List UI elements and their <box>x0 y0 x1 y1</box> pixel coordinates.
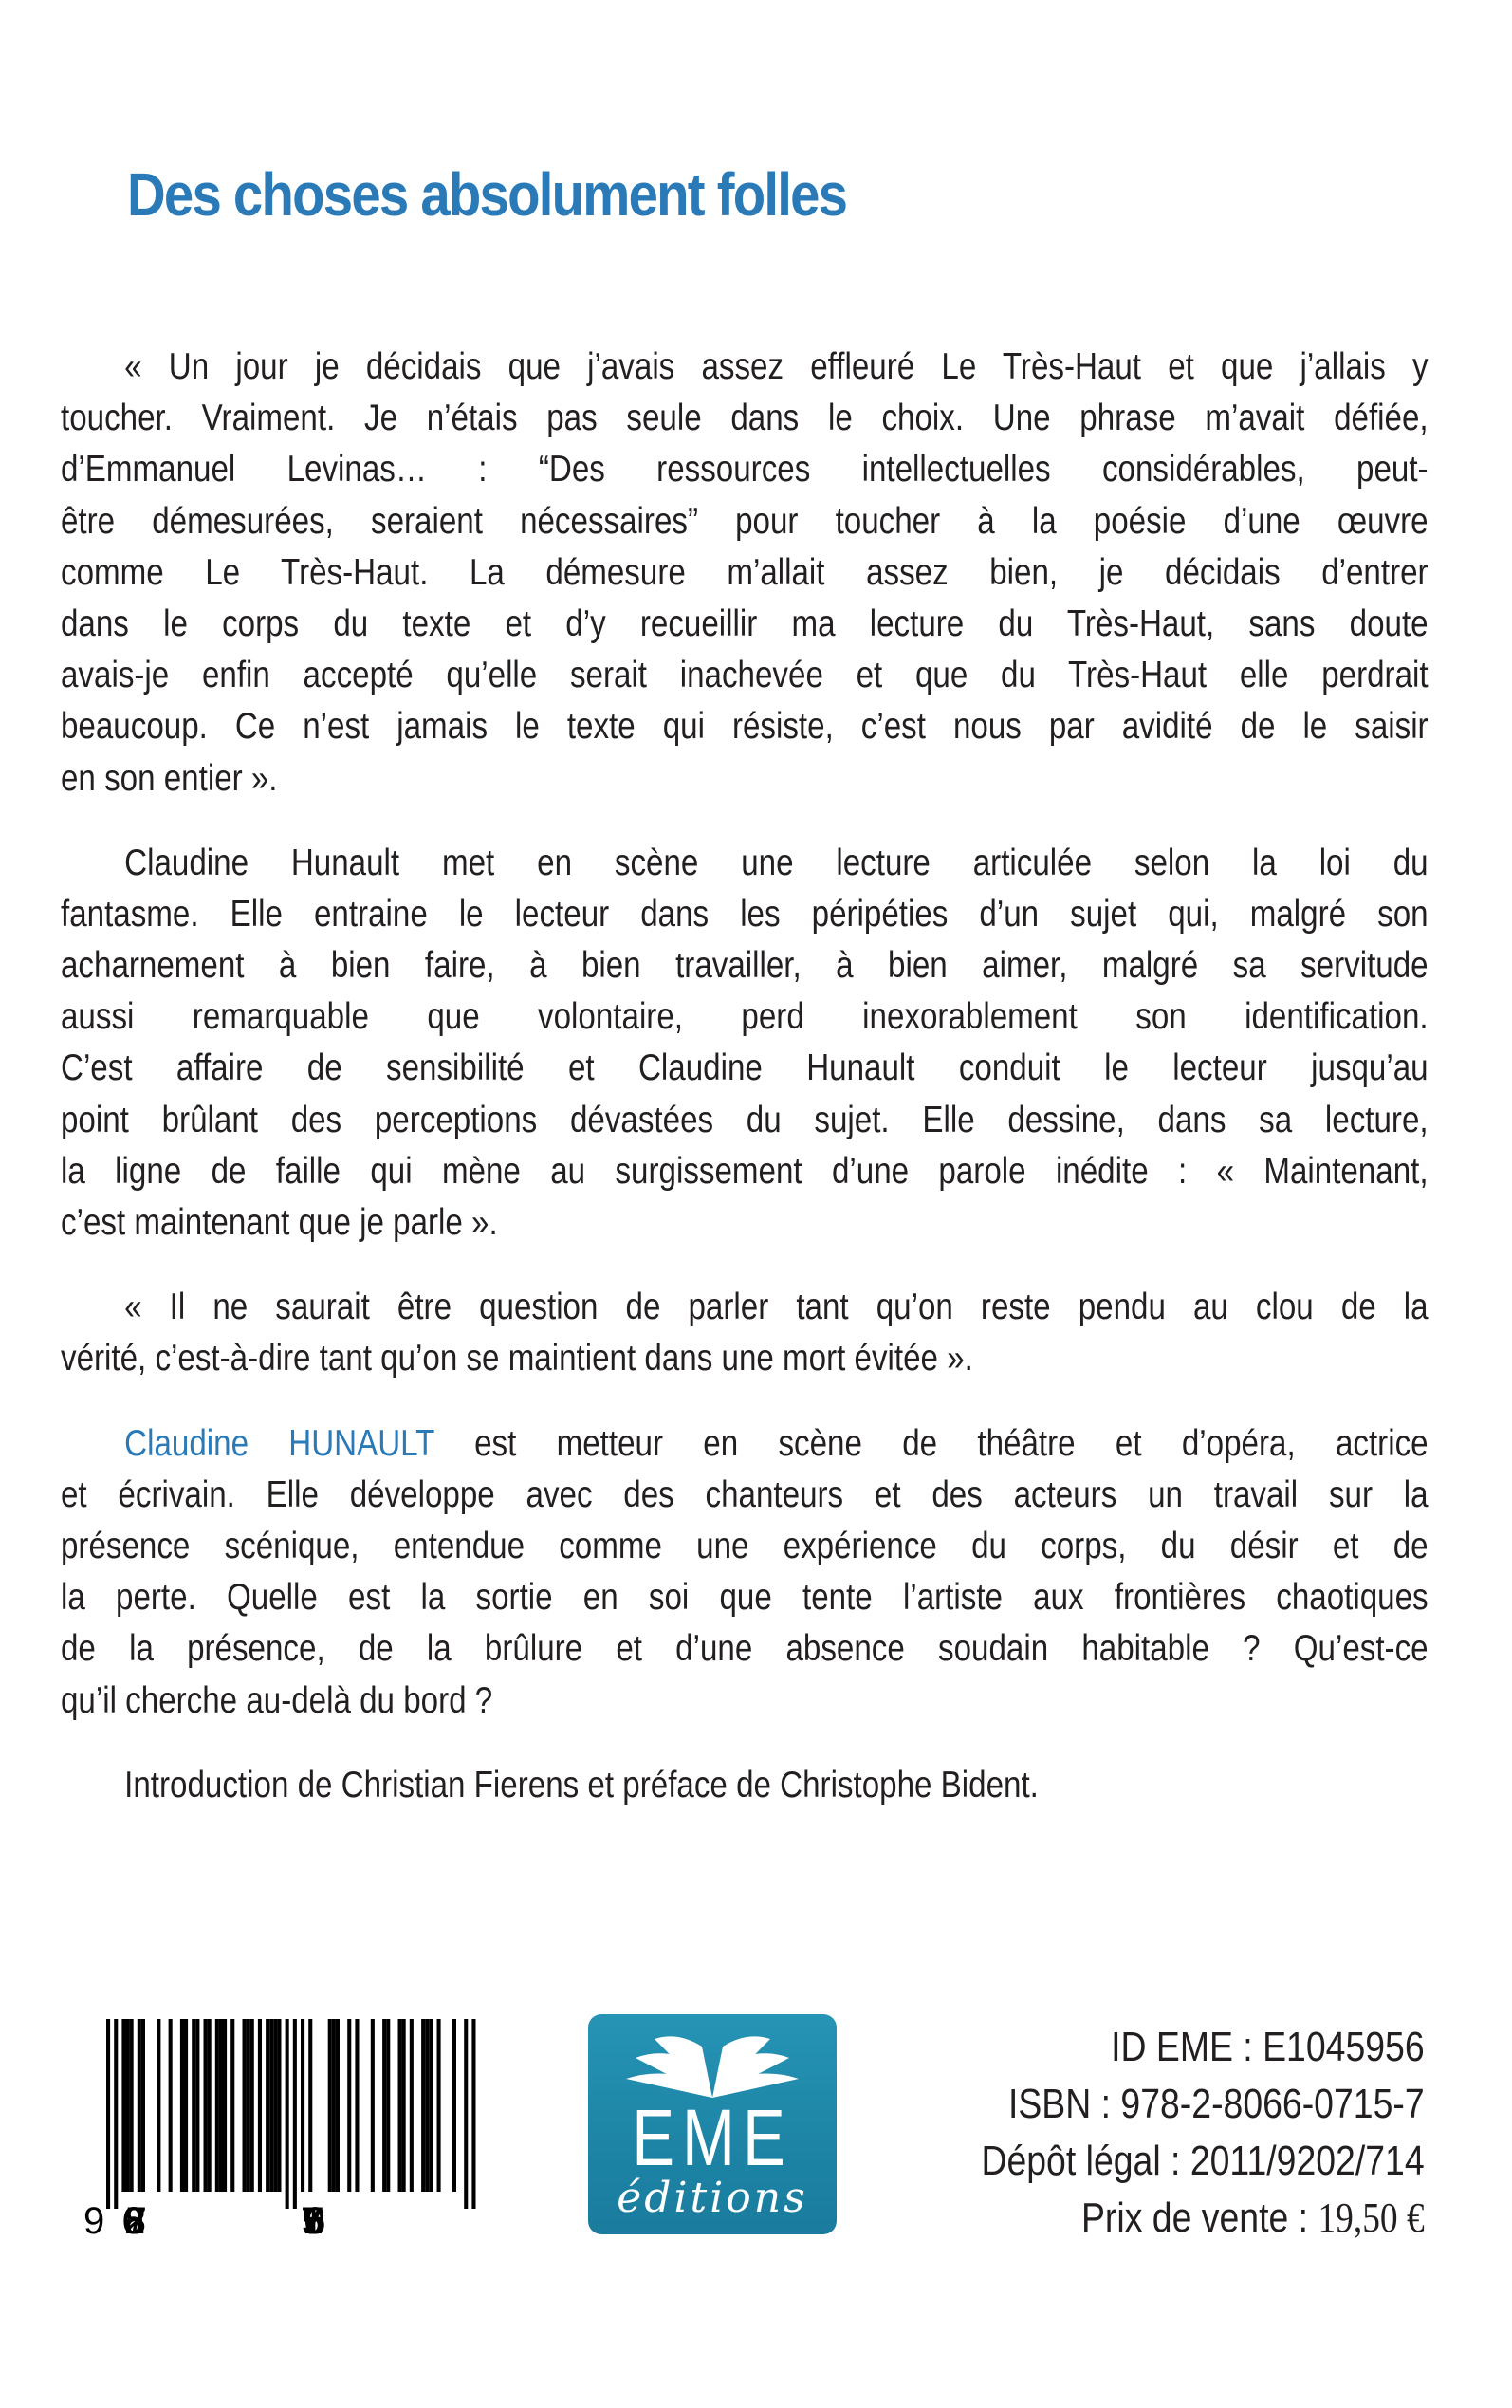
barcode-bar <box>126 2019 130 2192</box>
text-line: c’est maintenant que je parle ». <box>61 1202 498 1243</box>
text-line: Claudine Hunault met en scène une lecture articulée selon la loi du <box>124 842 1429 883</box>
barcode-bar <box>355 2019 359 2192</box>
text-line: la ligne de faille qui mène au surgissement d’une parole inédite : « Maintenant, <box>61 1150 1429 1192</box>
barcode-bar <box>425 2019 429 2192</box>
barcode-bar <box>219 2019 223 2192</box>
barcode-bar <box>266 2019 269 2192</box>
barcode-bar <box>293 2019 297 2209</box>
barcode-digits: 607157 <box>301 2200 326 2237</box>
barcode-bar <box>332 2019 336 2192</box>
text-line: en son entier ». <box>61 757 278 799</box>
barcode-bar <box>402 2019 406 2192</box>
text-line: C’est affaire de sensibilité et Claudine Hunault conduit le lecteur jusqu’au <box>61 1047 1429 1089</box>
barcode-bar <box>382 2019 386 2192</box>
paragraph-author-bio <box>61 1418 1429 1727</box>
book-metadata <box>982 2019 1425 2247</box>
barcode-bar <box>195 2019 199 2192</box>
barcode-bar <box>429 2019 433 2192</box>
text-line <box>61 1418 1429 1470</box>
barcode-bar <box>223 2019 227 2192</box>
paragraph-credits <box>61 1760 1429 1811</box>
barcode-bar <box>258 2019 262 2192</box>
barcode-bar <box>437 2019 441 2192</box>
barcode-bar <box>421 2019 425 2192</box>
barcode-bar <box>215 2019 219 2192</box>
paragraph-quote-2 <box>61 1282 1429 1384</box>
book-title: Des choses absolument folles <box>127 160 847 229</box>
barcode-bar <box>301 2019 304 2192</box>
barcode-digits: 9 <box>83 2200 105 2237</box>
text-line: aussi remarquable que volontaire, perd inexorablement son identification. <box>61 996 1429 1038</box>
author-name: Claudine HUNAULT <box>124 1422 434 1464</box>
text-line: présence scénique, entendue comme une expérience du corps, du désir et de <box>61 1525 1429 1566</box>
barcode-digits: 782806 <box>121 2200 147 2237</box>
text-line: dans le corps du texte et d’y recueillir ma lecture du Très-Haut, sans doute <box>61 602 1429 644</box>
text-line: de la présence, de la brûlure et d’une absence soudain habitable ? Qu’est-ce <box>61 1628 1429 1670</box>
id-eme: ID EME : E1045956 <box>1111 2024 1425 2070</box>
text-line: « Il ne saurait être question de parler tant qu’on reste pendu au clou de la <box>124 1287 1429 1328</box>
bio-lines <box>61 1470 1429 1727</box>
text-line: toucher. Vraiment. Je n’étais pas seule dans le choix. Une phrase m’avait défiée, <box>61 398 1429 439</box>
barcode-bar <box>308 2019 312 2192</box>
barcode-bar <box>157 2019 160 2192</box>
barcode-bar <box>138 2019 141 2192</box>
barcode-bar <box>273 2019 277 2192</box>
barcode-bar <box>204 2019 208 2192</box>
barcode-bar <box>371 2019 375 2192</box>
barcode-bar <box>386 2019 390 2192</box>
back-cover-blurb <box>61 342 1429 1844</box>
barcode-bar <box>121 2019 125 2192</box>
text-line: la perte. Quelle est la sortie en soi que tente l’artiste aux frontières chaotiques <box>61 1577 1429 1619</box>
text-line: et écrivain. Elle développe avec des chanteurs et des acteurs un travail sur la <box>61 1473 1429 1515</box>
barcode-bar <box>286 2019 289 2209</box>
eme-editions-logo <box>588 2014 837 2234</box>
barcode-bar <box>277 2019 281 2192</box>
barcode-bar <box>106 2019 110 2209</box>
price-label: Prix de vente : <box>1081 2195 1318 2241</box>
barcode-bar <box>328 2019 332 2192</box>
logo-eme-text: EME <box>632 2093 793 2182</box>
barcode-bar <box>141 2019 145 2192</box>
barcode-bar <box>208 2019 212 2192</box>
barcode-bar <box>336 2019 340 2192</box>
text-line: être démesurées, seraient nécessaires” pour toucher à la poésie d’une œuvre <box>61 500 1429 542</box>
credits-line: Introduction de Christian Fierens et préface de Christophe Bident. <box>124 1764 1039 1806</box>
text-line: « Un jour je décidais que j’avais assez effleuré Le Très-Haut et que j’allais y <box>124 346 1429 387</box>
text-line: qu’il cherche au-delà du bord ? <box>61 1679 493 1721</box>
depot-legal: Dépôt légal : 2011/9202/714 <box>981 2138 1425 2184</box>
text-line: d’Emmanuel Levinas… : “Des ressources intellectuelles considérables, peut- <box>61 449 1429 491</box>
barcode-bar <box>243 2019 247 2192</box>
barcode-bar <box>250 2019 254 2192</box>
barcode-bar <box>184 2019 188 2192</box>
barcode-bar <box>464 2019 468 2209</box>
paragraph-summary <box>61 838 1429 1250</box>
barcode-bar <box>347 2019 351 2192</box>
price: 19,50 € <box>1318 2195 1425 2241</box>
price-row <box>982 2190 1425 2247</box>
text-line: point brûlant des perceptions dévastées du sujet. Elle dessine, dans sa lecture, <box>61 1099 1429 1140</box>
barcode-bar <box>180 2019 184 2192</box>
barcode-bar <box>114 2019 118 2209</box>
text-line: fantasme. Elle entraine le lecteur dans les péripéties d’un sujet qui, malgré son <box>61 893 1429 935</box>
barcode-bar <box>452 2019 456 2192</box>
logo-editions-text: éditions <box>617 2174 808 2222</box>
text-line: avais-je enfin accepté qu’elle serait inachevée et que du Très-Haut elle perdrait <box>61 655 1429 696</box>
barcode-bar <box>247 2019 250 2192</box>
text-line: acharnement à bien faire, à bien travailler, à bien aimer, malgré sa servitude <box>61 945 1429 987</box>
barcode-bar <box>130 2019 134 2192</box>
text-line: comme Le Très-Haut. La démesure m’allait assez bien, je décidais d’entrer <box>61 551 1429 593</box>
barcode-bar <box>269 2019 273 2192</box>
barcode-bar <box>169 2019 173 2192</box>
text-line: beaucoup. Ce n’est jamais le texte qui résiste, c’est nous par avidité de le saisir <box>61 706 1429 748</box>
barcode-bar <box>410 2019 414 2192</box>
barcode-bar <box>471 2019 475 2209</box>
text-fragment: est metteur en scène de théâtre et d’opéra, actrice <box>433 1422 1429 1464</box>
paragraph-quote <box>61 342 1429 805</box>
text-line: vérité, c’est-à-dire tant qu’on se maintient dans une mort évitée ». <box>61 1338 973 1380</box>
barcode-bar <box>398 2019 402 2192</box>
barcode-bar <box>192 2019 195 2192</box>
isbn-barcode <box>83 2019 493 2237</box>
barcode-bar <box>230 2019 234 2192</box>
isbn: ISBN : 978-2-8066-0715-7 <box>1008 2081 1425 2127</box>
